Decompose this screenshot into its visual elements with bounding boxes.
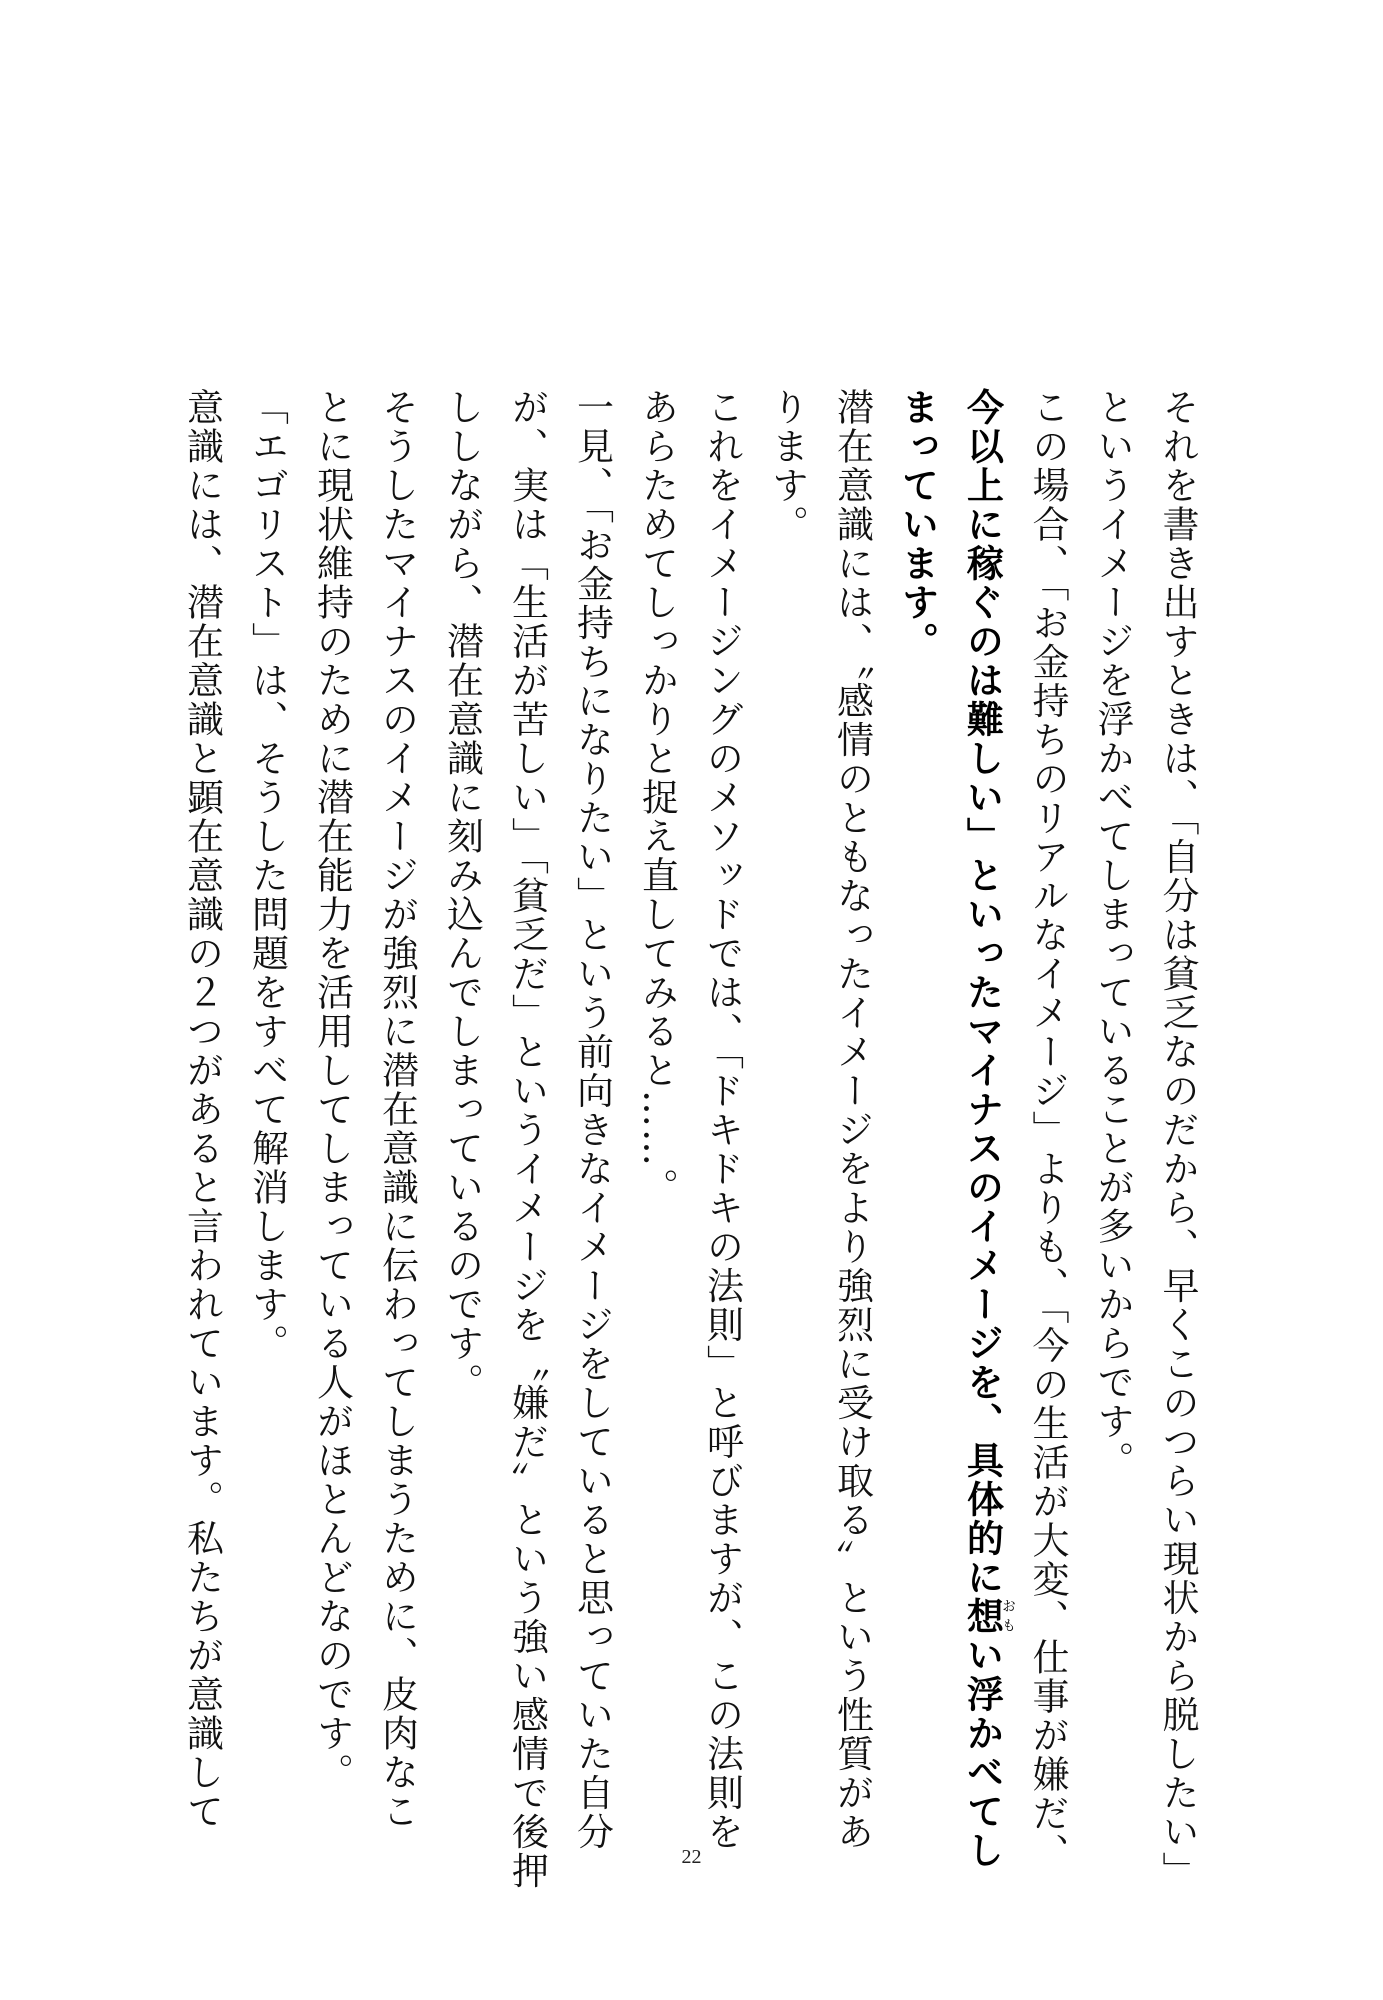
text-line: これをイメージングのメソッドでは、「ドキドキの法則」と呼びますが、この法則を (700, 388, 744, 1852)
text-line: ししながら、潜在意識に刻み込んでしまっているのです。 (440, 388, 484, 1402)
text-line: 一見、「お金持ちになりたい」という前向きなイメージをしていると思っていた自分 (570, 388, 614, 1852)
text-line: というイメージを浮かべてしまっていることが多いからです。 (1091, 388, 1134, 1480)
text-line: とに現状維持のために潜在能力を活用してしまっている人がほとんどなのです。 (310, 388, 354, 1792)
text-line: ります。 (765, 388, 809, 544)
text-line: が、実は「生活が苦しい」「貧乏だ」というイメージを〝嫌だ〟という強い感情で後押 (505, 388, 549, 1891)
text-line: 「エゴリスト」は、そうした問題をすべて解消します。 (245, 388, 289, 1363)
text-line: 潜在意識には、〝感情のともなったイメージをより強烈に受け取る〟という性質があ (830, 388, 874, 1852)
text-line: そうしたマイナスのイメージが強烈に潜在意識に伝わってしまうために、皮肉なこ (375, 388, 419, 1831)
page-number: 22 (681, 1846, 702, 1868)
text-line: 意識には、潜在意識と顕在意識の２つがあると言われています。私たちが意識して (180, 388, 224, 1831)
ruby-annotation: 想おも (960, 1597, 1016, 1636)
emphasized-text-line: 今以上に稼ぐのは難しい」といったマイナスのイメージを、具体的に想おもい浮かべてし (960, 388, 1016, 1870)
ruby-reading: おも (1000, 1597, 1016, 1636)
emphasized-text-line: まっています。 (895, 388, 939, 661)
text-line: それを書き出すときは、「自分は貧乏なのだから、早くこのつらい現状から脱したい」 (1156, 388, 1199, 1891)
text-line: あらためてしっかりと捉え直してみると……。 (635, 388, 679, 1207)
text-line: この場合、「お金持ちのリアルなイメージ」よりも、「今の生活が大変、仕事が嫌だ、 (1026, 388, 1069, 1872)
